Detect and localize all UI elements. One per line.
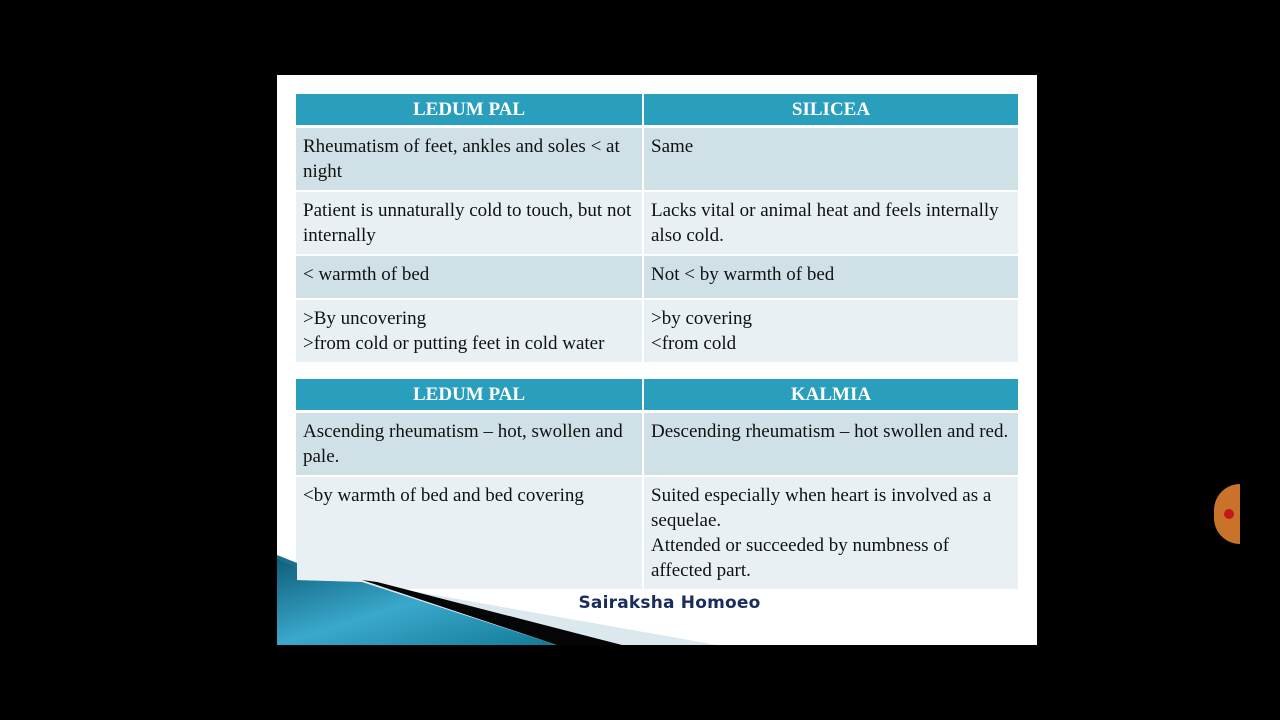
table-cell [643, 127, 1018, 192]
table-cell [296, 412, 643, 477]
column-header-ledum-pal: LEDUM PAL [296, 94, 643, 127]
column-header-kalmia: KALMIA [643, 379, 1018, 412]
cell-text: Descending rheumatism – hot swollen and red. [651, 421, 1009, 442]
cell-text: Rheumatism of feet, ankles and soles < at night [303, 136, 620, 182]
cell-text: Patient is unnaturally cold to touch, but not internally [303, 200, 632, 246]
cell-text: Not < by warmth of bed [651, 264, 835, 285]
table-row [296, 255, 1018, 299]
table-row [296, 191, 1018, 255]
record-dot-icon [1224, 509, 1234, 519]
table-row [296, 412, 1018, 477]
table-header-row [296, 94, 1018, 127]
cell-text: Suited especially when heart is involved as a sequelae. [651, 485, 992, 531]
table-cell [643, 299, 1018, 363]
table-cell [296, 299, 643, 363]
table-cell [643, 191, 1018, 255]
table-row [296, 299, 1018, 363]
cell-text: Attended or succeeded by numbness of affected part. [651, 535, 950, 581]
footer-brand-text: Sairaksha Homoeo [578, 593, 761, 613]
presentation-slide [277, 75, 1037, 645]
cell-text: >by covering [651, 308, 752, 329]
column-header-ledum-pal: LEDUM PAL [296, 379, 643, 412]
table-header-row [296, 379, 1018, 412]
table-row [296, 127, 1018, 192]
cell-text: >By uncovering [303, 308, 427, 329]
comparison-table-ledum-silicea [296, 94, 1018, 364]
cell-text: Same [651, 136, 694, 157]
cell-text: <by warmth of bed and bed covering [303, 485, 584, 506]
table-cell [643, 412, 1018, 477]
column-header-silicea: SILICEA [643, 94, 1018, 127]
cell-text: < warmth of bed [303, 264, 430, 285]
cell-text: Ascending rheumatism – hot, swollen and pale. [303, 421, 623, 467]
table-cell [296, 127, 643, 192]
cell-text: >from cold or putting feet in cold water [303, 333, 605, 354]
floating-record-button[interactable] [1214, 484, 1240, 544]
table-cell [643, 255, 1018, 299]
table-cell [296, 191, 643, 255]
cell-text: Lacks vital or animal heat and feels internally also cold. [651, 200, 999, 246]
table-cell [296, 255, 643, 299]
cell-text: <from cold [651, 333, 737, 354]
